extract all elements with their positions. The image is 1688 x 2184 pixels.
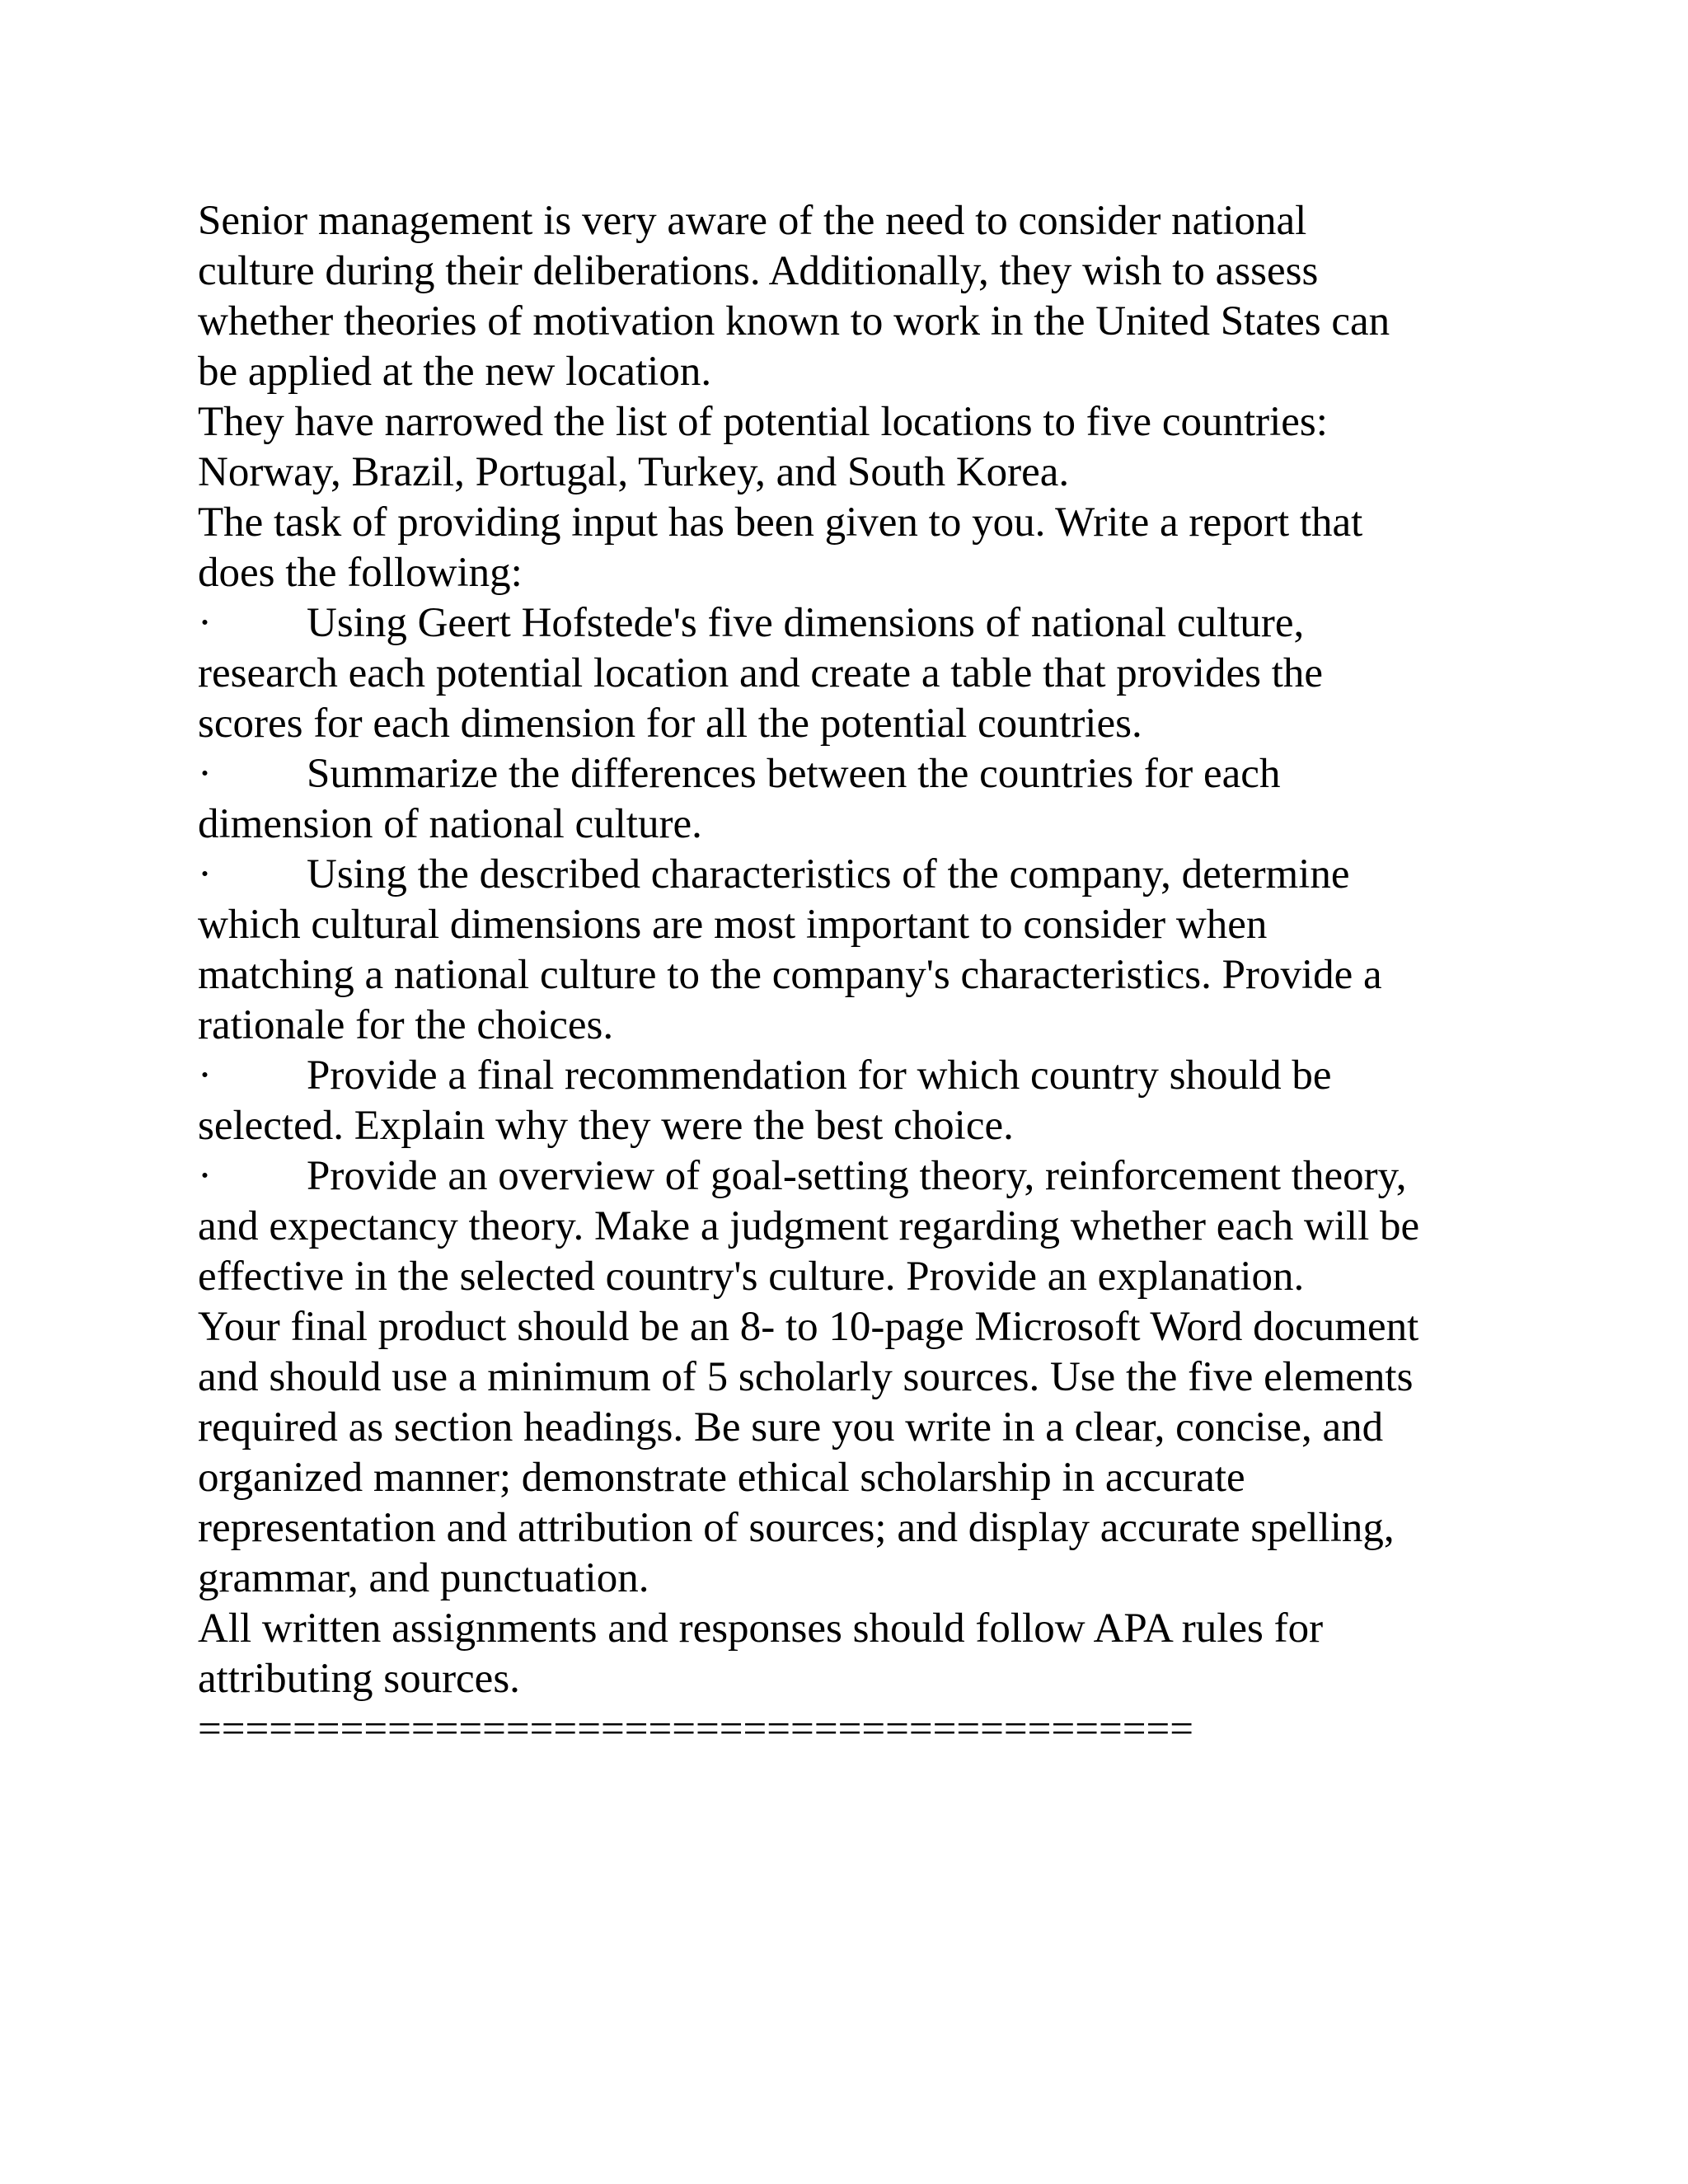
bullet-first-line: Provide an overview of goal-setting theory, reinforcement theory, (307, 1153, 1407, 1199)
closing-paragraph-2: All written assignments and responses should follow APA rules for attributing sources. (198, 1605, 1324, 1702)
bullet-continuation: dimension of national culture. (198, 801, 702, 847)
bullet-item-1 (198, 598, 1517, 749)
bullet-marker: · (198, 1052, 212, 1099)
bullet-marker: · (198, 851, 212, 898)
document-body (198, 196, 1517, 1755)
intro-paragraph-2: They have narrowed the list of potential locations to five countries: Norway, Brazil, Portugal, Turkey, and South Korea. (198, 399, 1328, 495)
bullet-marker: · (198, 1153, 212, 1199)
bullet-first-line: Using Geert Hofstede's five dimensions of national culture, (307, 600, 1305, 646)
bullet-marker: · (198, 600, 212, 646)
bullet-first-line: Provide a final recommendation for which country should be (307, 1052, 1332, 1099)
intro-paragraph-3: The task of providing input has been given to you. Write a report that does the following: (198, 499, 1363, 596)
bullet-continuation: and expectancy theory. Make a judgment regarding whether each will be effective in the selected country's culture. Provide an explanation. (198, 1203, 1420, 1300)
bullet-first-line: Using the described characteristics of the company, determine (307, 851, 1350, 898)
bullet-continuation: research each potential location and create a table that provides the scores for each dimension for all the potential countries. (198, 650, 1323, 747)
bullet-continuation: which cultural dimensions are most important to consider when matching a national culture to the company's characteristics. Provide a rationale for the choices. (198, 902, 1382, 1048)
bullet-item-3 (198, 850, 1517, 1051)
bullet-item-5 (198, 1151, 1517, 1302)
bullet-first-line: Summarize the differences between the countries for each (307, 751, 1281, 797)
bullet-continuation: selected. Explain why they were the best choice. (198, 1103, 1014, 1149)
bullet-item-2 (198, 749, 1517, 850)
intro-paragraph-1: Senior management is very aware of the need to consider national culture during their deliberations. Additionally, they wish to assess whether theories of motivation known to work in the United States can be applied at the new location. (198, 198, 1390, 395)
separator-line: ========================================== (198, 1706, 1194, 1752)
bullet-item-4 (198, 1051, 1517, 1151)
closing-paragraph-1: Your final product should be an 8- to 10-page Microsoft Word document and should use a minimum of 5 scholarly sources. Use the five elements required as section headings. Be sure you write in a clear, concise, and organized manner; demonstrate ethical scholarship in accurate representation and attribution of sources; and display accurate spelling, grammar, and punctuation. (198, 1304, 1419, 1601)
bullet-marker: · (198, 751, 212, 797)
